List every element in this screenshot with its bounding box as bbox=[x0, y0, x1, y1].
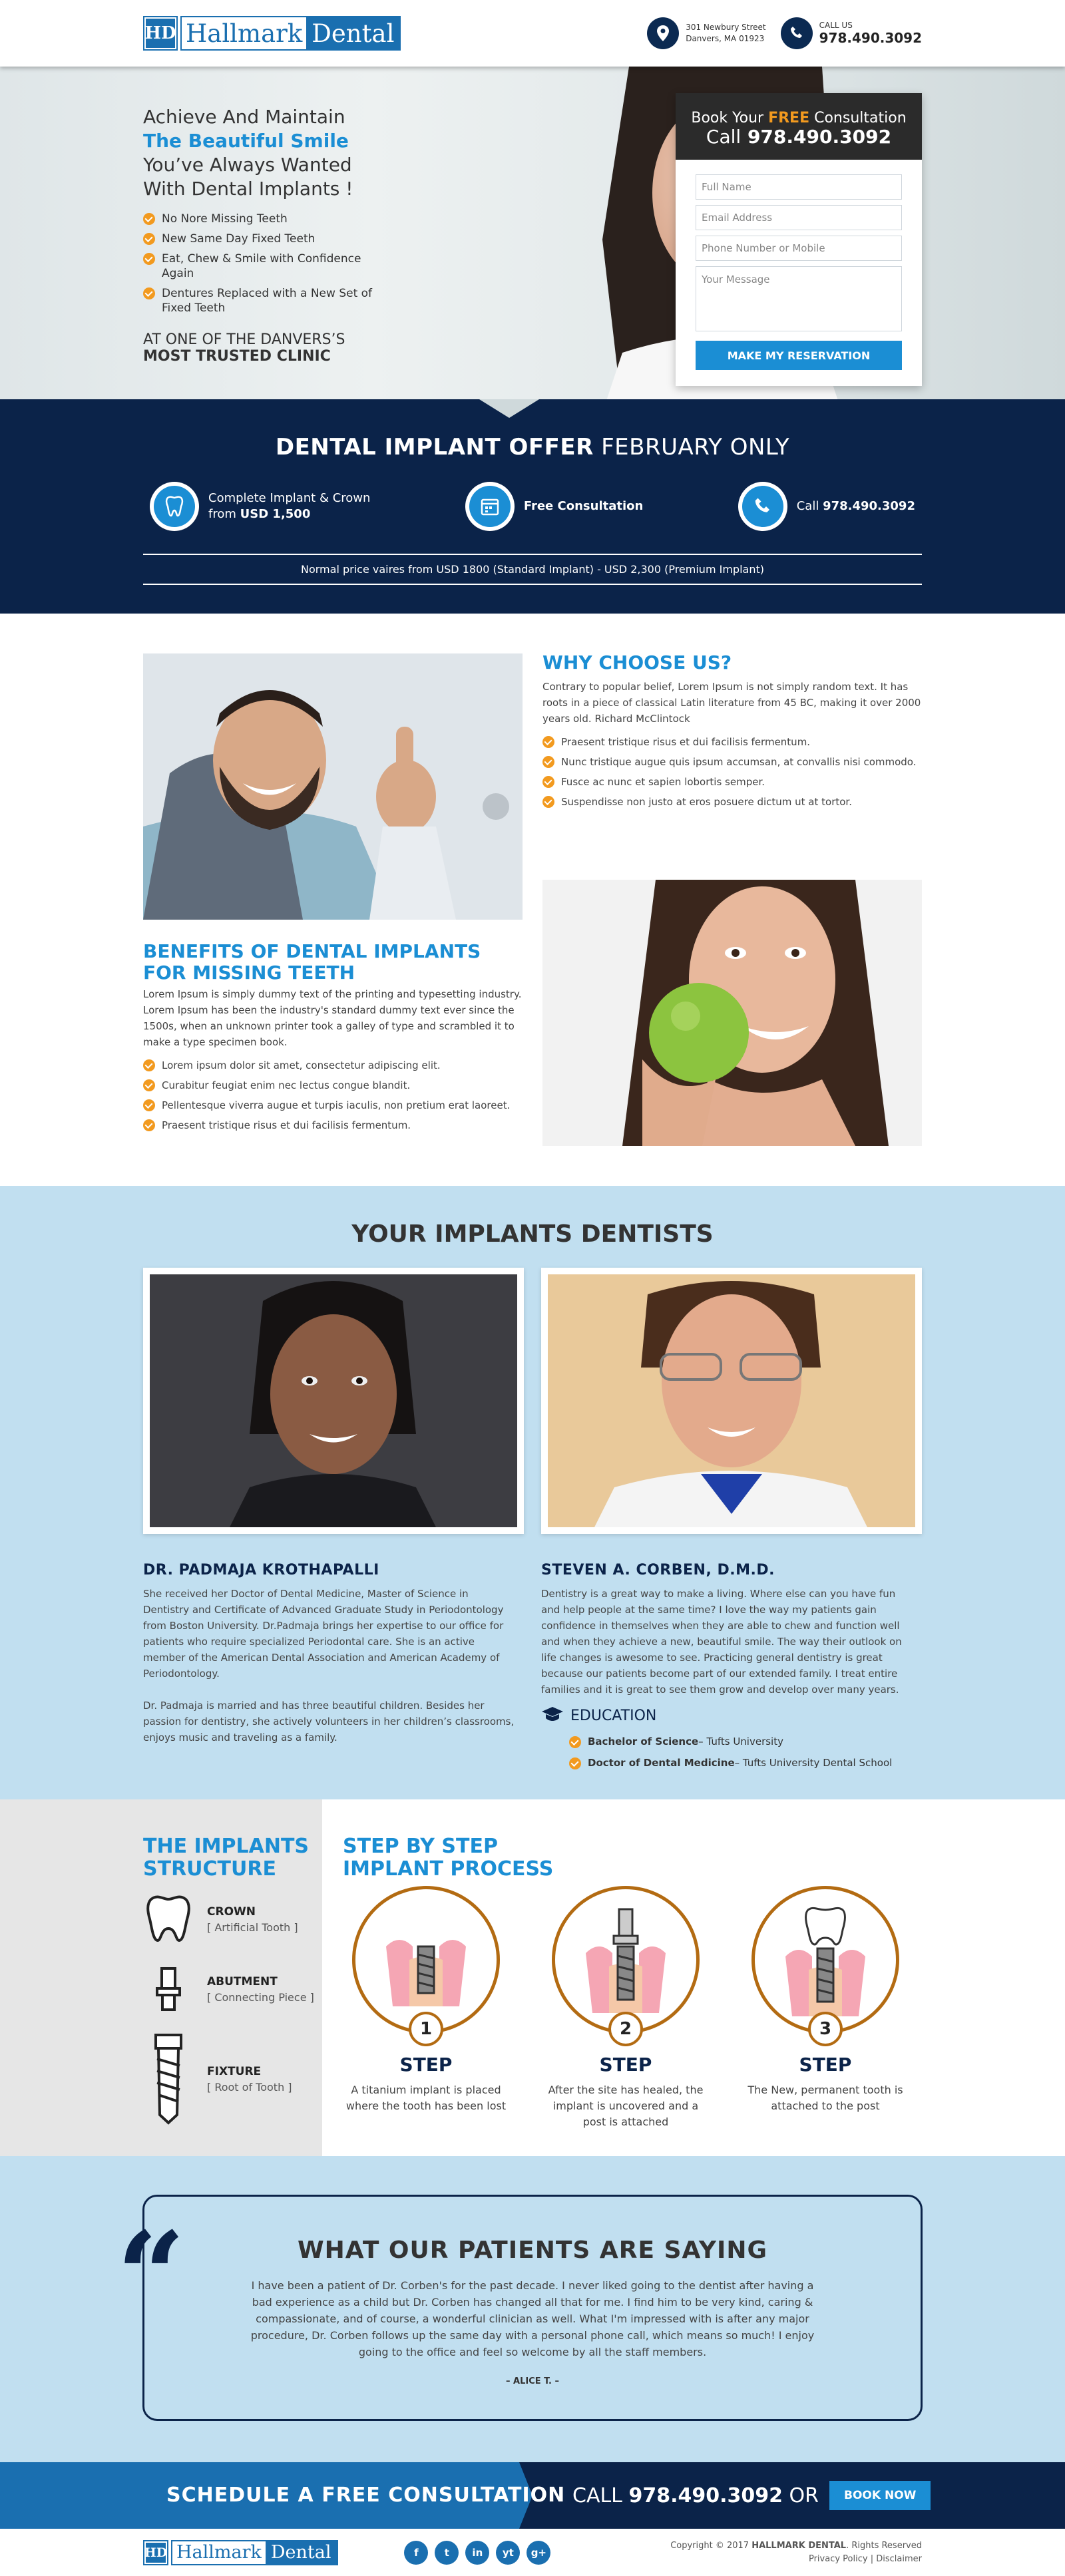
woman-apple-image bbox=[542, 880, 922, 1146]
google-plus-icon[interactable]: g+ bbox=[527, 2541, 550, 2565]
hero-line-2: The Beautiful Smile bbox=[143, 130, 349, 152]
phone-icon bbox=[738, 482, 787, 531]
twitter-icon[interactable]: t bbox=[435, 2541, 459, 2565]
make-reservation-button[interactable]: MAKE MY RESERVATION bbox=[696, 341, 902, 370]
list-item: Lorem ipsum dolor sit amet, consectetur adipiscing elit. bbox=[143, 1058, 523, 1073]
check-icon bbox=[143, 253, 155, 265]
list-item: Bachelor of Science – Tufts University bbox=[569, 1734, 914, 1749]
check-icon bbox=[143, 1079, 155, 1091]
offer-section bbox=[0, 399, 1065, 614]
footer-logo[interactable]: HD Hallmark Dental bbox=[143, 2540, 338, 2565]
offer-title: DENTAL IMPLANT OFFER FEBRUARY ONLY bbox=[275, 434, 790, 460]
check-icon bbox=[143, 1119, 155, 1131]
hero-section bbox=[0, 67, 1065, 399]
check-icon bbox=[143, 213, 155, 225]
header-contact bbox=[647, 17, 922, 49]
check-icon bbox=[542, 776, 554, 788]
consultation-form bbox=[676, 93, 922, 386]
abutment-icon bbox=[143, 1966, 194, 2012]
why-choose-section bbox=[0, 614, 1065, 1186]
list-item: Curabitur feugiat enim nec lectus congue blandit. bbox=[143, 1078, 523, 1093]
benefits-text: Lorem Ipsum is simply dummy text of the printing and typesetting industry. Lorem Ipsum has been the industry's standard dummy text ever since the 1500s, when an unknown printer took a galley of type and scrambled it to make a type specimen book. bbox=[143, 988, 522, 1048]
list-item: Nunc tristique augue quis ipsum accumsan, at convallis nisi commodo. bbox=[542, 755, 922, 769]
header-phone[interactable] bbox=[781, 17, 922, 49]
social-links bbox=[404, 2541, 550, 2565]
list-item: Eat, Chew & Smile with Confidence Again bbox=[143, 252, 396, 281]
process-title: STEP BY STEP IMPLANT PROCESS bbox=[343, 1835, 554, 1881]
call-us-label: CALL US bbox=[819, 21, 853, 30]
offer-free-consultation: Free Consultation bbox=[465, 482, 644, 531]
why-choose-title: WHY CHOOSE US? bbox=[542, 651, 732, 673]
facebook-icon[interactable]: f bbox=[404, 2541, 428, 2565]
trust-line-1: AT ONE OF THE DANVERS’S bbox=[143, 331, 345, 348]
check-icon bbox=[143, 233, 155, 245]
hero-copy bbox=[143, 105, 396, 365]
benefits-list bbox=[143, 1058, 523, 1138]
cta-right: CALL 978.490.3092 OR BOOK NOW bbox=[572, 2462, 931, 2529]
process-step-3: 3 STEP The New, permanent tooth is attached to the post bbox=[742, 1886, 909, 2114]
structure-parts bbox=[143, 1893, 314, 2145]
calendar-icon bbox=[465, 482, 515, 531]
cta-phone-number[interactable]: 978.490.3092 bbox=[628, 2484, 783, 2507]
free-highlight: FREE bbox=[768, 110, 810, 126]
quote-icon: “ bbox=[116, 2206, 186, 2346]
testimonial-author: – ALICE T. – bbox=[505, 2376, 559, 2386]
cta-bar bbox=[0, 2462, 1065, 2529]
youtube-icon[interactable]: yt bbox=[496, 2541, 520, 2565]
crown-tooth-icon bbox=[143, 1893, 194, 1946]
smiling-man-image bbox=[143, 653, 523, 920]
logo-word-1: Hallmark bbox=[182, 19, 306, 48]
list-item: Dentures Replaced with a New Set of Fixed Teeth bbox=[143, 286, 396, 315]
dentist-bio-corben: Dentistry is a great way to make a living. Where else can you have fun and help people at the same time? I love the way my patients gain confidence in themselves when they are able to chew and function well and when they achieve a new, beautiful smile. The way their outlook on life changes is awesome to see. Practicing general dentistry is great because our patients become part of our extended family. I treat entire families and it is great to see them grow and develop over many years. EDUCATION Bachelor of Science – Tufts University Doctor of Dental Medicine – Tufts University Dental School bbox=[541, 1586, 914, 1776]
process-step-1: 1 STEP A titanium implant is placed where the tooth has been lost bbox=[343, 1886, 509, 2114]
education-block bbox=[541, 1706, 914, 1771]
privacy-policy-link[interactable]: Privacy Policy bbox=[808, 2553, 868, 2564]
step-number: 3 bbox=[808, 2012, 843, 2046]
list-item: Praesent tristique risus et dui facilisis fermentum. bbox=[542, 735, 922, 749]
why-choose-text: Contrary to popular belief, Lorem Ipsum is not simply random text. It has roots in a piece of classical Latin literature from 45 BC, making it over 2000 years old. Richard McClintock bbox=[542, 681, 921, 725]
step-2-illustration bbox=[552, 1886, 700, 2039]
full-name-input[interactable]: Full Name bbox=[696, 174, 902, 200]
process-step-2: 2 STEP After the site has healed, the implant is uncovered and a post is attached bbox=[542, 1886, 709, 2130]
dentists-section bbox=[0, 1186, 1065, 1799]
list-item: No Nore Missing Teeth bbox=[143, 212, 396, 226]
dentist-name-padmaja: DR. PADMAJA KROTHAPALLI bbox=[143, 1562, 379, 1578]
hero-benefits-list bbox=[143, 212, 396, 315]
step-1-illustration bbox=[352, 1886, 500, 2039]
benefits-title: BENEFITS OF DENTAL IMPLANTS FOR MISSING TEETH bbox=[143, 940, 481, 984]
check-icon bbox=[143, 1099, 155, 1111]
testimonial-section bbox=[0, 2156, 1065, 2462]
phone-icon bbox=[781, 17, 813, 49]
list-item: New Same Day Fixed Teeth bbox=[143, 232, 396, 246]
why-choose-list bbox=[542, 735, 922, 815]
fixture-screw-icon bbox=[143, 2032, 194, 2125]
dentist-photo-corben bbox=[541, 1268, 922, 1534]
implant-structure-section bbox=[0, 1799, 1065, 2156]
part-crown: CROWN [ Artificial Tooth ] bbox=[143, 1893, 314, 1946]
check-icon bbox=[143, 1059, 155, 1071]
form-header: Book Your FREE Consultation Call 978.490.3092 bbox=[676, 93, 922, 160]
part-abutment: ABUTMENT [ Connecting Piece ] bbox=[143, 1966, 314, 2012]
check-icon bbox=[569, 1736, 581, 1748]
hero-line-3: You’ve Always Wanted bbox=[143, 154, 352, 176]
step-number: 1 bbox=[409, 2012, 443, 2046]
linkedin-icon[interactable]: in bbox=[465, 2541, 489, 2565]
footer-legal: Copyright © 2017 HALLMARK DENTAL. Rights Reserved Privacy Policy | Disclaimer bbox=[670, 2540, 922, 2564]
phone-input[interactable]: Phone Number or Mobile bbox=[696, 236, 902, 261]
step-3-illustration bbox=[751, 1886, 899, 2039]
schedule-consultation-text: SCHEDULE A FREE CONSULTATION bbox=[166, 2484, 566, 2507]
trust-line-2: MOST TRUSTED CLINIC bbox=[143, 348, 331, 365]
hero-line-4: With Dental Implants ! bbox=[143, 178, 353, 200]
graduation-cap-icon bbox=[541, 1706, 564, 1727]
tooth-icon bbox=[150, 482, 199, 531]
message-textarea[interactable]: Your Message bbox=[696, 266, 902, 331]
site-header bbox=[0, 0, 1065, 67]
testimonial-title: WHAT OUR PATIENTS ARE SAYING bbox=[297, 2237, 768, 2264]
header-address bbox=[647, 17, 765, 49]
dentist-photo-padmaja bbox=[143, 1268, 524, 1534]
testimonial-text: I have been a patient of Dr. Corben's for the past decade. I never liked going to the dentist after having a bad experience as a child but Dr. Corben has changed all that for me. I find him to be very kind, caring & compassionate, and of course, a wonderful clinician as well. What I'm impressed with is after any major procedure, Dr. Corben follows up the same day with a personal phone call, which means so much! I enjoy going to the office and feel so welcome by all the staff members. bbox=[250, 2279, 815, 2358]
education-title: EDUCATION bbox=[570, 1708, 657, 1724]
email-input[interactable]: Email Address bbox=[696, 205, 902, 230]
offer-call[interactable]: Call 978.490.3092 bbox=[738, 482, 915, 531]
dentists-title: YOUR IMPLANTS DENTISTS bbox=[351, 1220, 714, 1248]
list-item: Doctor of Dental Medicine – Tufts University Dental School bbox=[569, 1755, 914, 1771]
logo-mark-icon: HD bbox=[143, 16, 178, 51]
step-number: 2 bbox=[608, 2012, 643, 2046]
header-phone-number[interactable]: 978.490.3092 bbox=[819, 30, 922, 46]
structure-title: THE IMPLANTS STRUCTURE bbox=[143, 1835, 310, 1881]
list-item: Pellentesque viverra augue et turpis iaculis, non pretium erat laoreet. bbox=[143, 1098, 523, 1113]
logo-word-2: Dental bbox=[306, 17, 399, 49]
testimonial-box bbox=[116, 2195, 923, 2421]
part-fixture: FIXTURE [ Root of Tooth ] bbox=[143, 2032, 314, 2125]
list-item: Suspendisse non justo at eros posuere dictum ut at tortor. bbox=[542, 795, 922, 809]
logo-wordmark bbox=[180, 16, 401, 51]
form-phone-number: 978.490.3092 bbox=[747, 126, 892, 148]
check-icon bbox=[143, 287, 155, 299]
dentist-name-corben: STEVEN A. CORBEN, D.M.D. bbox=[541, 1562, 775, 1578]
book-now-button[interactable]: BOOK NOW bbox=[829, 2481, 931, 2510]
offer-implant-price: Complete Implant & Crown from USD 1,500 bbox=[150, 482, 370, 531]
check-icon bbox=[542, 756, 554, 768]
list-item: Praesent tristique risus et dui facilisis fermentum. bbox=[143, 1118, 523, 1133]
check-icon bbox=[542, 796, 554, 808]
list-item: Fusce ac nunc et sapien lobortis semper. bbox=[542, 775, 922, 789]
normal-price-note: Normal price vaires from USD 1800 (Standard Implant) - USD 2,300 (Premium Implant) bbox=[143, 554, 922, 585]
dentist-bio-padmaja: She received her Doctor of Dental Medicine, Master of Science in Dentistry and Certificate of Advanced Graduate Study in Periodontology from Boston University. Dr.Padmaja brings her expertise to our office for patients who require specialized Periodontal care. She is an active member of the American Dental Association and American Academy of Periodontology. Dr. Padmaja is married and has three beautiful children. Besides her passion for dentistry, she actively volunteers in her children’s classrooms, enjoys music and traveling as a family. bbox=[143, 1588, 515, 1744]
site-footer bbox=[0, 2529, 1065, 2576]
logo-mark-icon: HD bbox=[143, 2540, 168, 2565]
offer-phone-number[interactable]: 978.490.3092 bbox=[823, 499, 915, 513]
check-icon bbox=[569, 1757, 581, 1769]
hero-line-1: Achieve And Maintain bbox=[143, 106, 345, 128]
disclaimer-link[interactable]: Disclaimer bbox=[876, 2553, 922, 2564]
check-icon bbox=[542, 736, 554, 748]
address-line-2: Danvers, MA 01923 bbox=[686, 34, 765, 43]
brand-logo[interactable] bbox=[143, 16, 401, 51]
address-line-1: 301 Newbury Street bbox=[686, 23, 766, 32]
copyright: Copyright © 2017 HALLMARK DENTAL. Rights Reserved bbox=[670, 2540, 922, 2551]
location-pin-icon bbox=[647, 17, 679, 49]
